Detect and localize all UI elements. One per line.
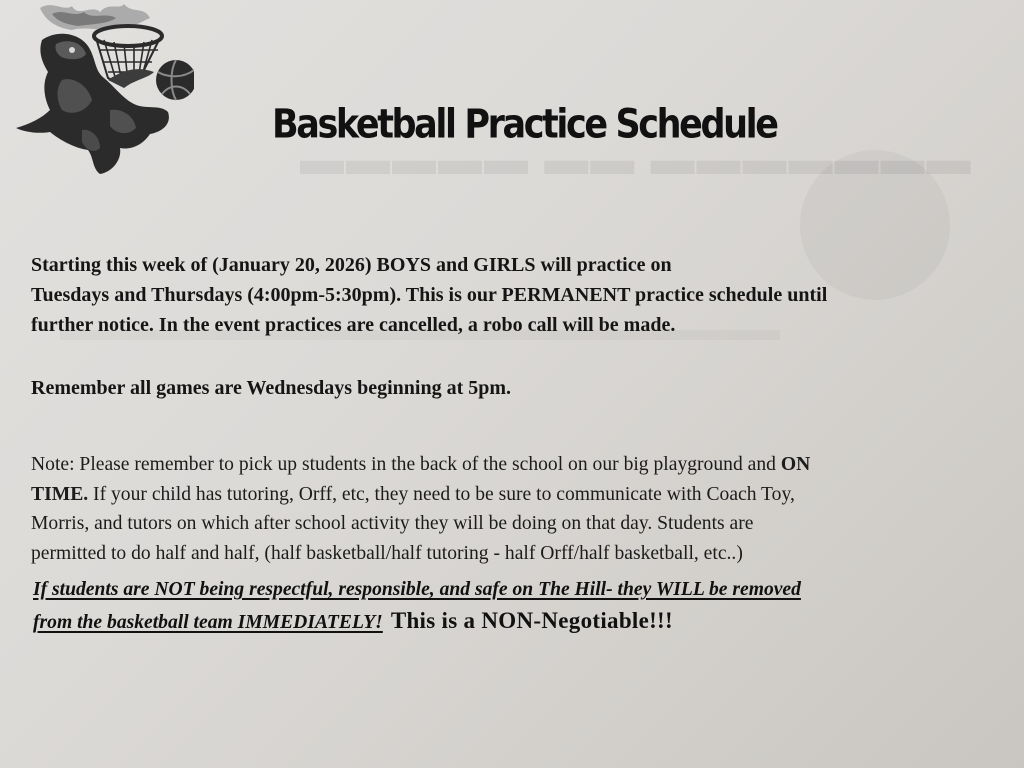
note-line-4: permitted to do half and half, (half basketball/half tutoring - half Orff/half basketball, etc..) bbox=[31, 542, 743, 564]
note-line-2-bold: TIME. bbox=[31, 483, 89, 505]
non-negotiable-emphasis: This is a NON-Negotiable!!! bbox=[390, 608, 673, 633]
warning-line-1 bbox=[33, 574, 801, 605]
note-line-1-bold: ON bbox=[780, 454, 811, 475]
games-reminder: Remember all games are Wednesdays beginning at 5pm. bbox=[31, 377, 512, 399]
note-line-3: Morris, and tutors on which after school activity they will be doing on that day. Students are bbox=[31, 513, 754, 534]
show-through-heading-ghost: ▬▬▬▬▬ ▬▬ ▬▬▬▬▬▬▬ bbox=[300, 135, 973, 184]
pickup-note bbox=[31, 450, 810, 568]
note-line-2 bbox=[31, 480, 810, 510]
behavior-warning bbox=[33, 574, 801, 638]
basketball-mascot-logo-icon bbox=[12, 0, 194, 178]
warning-line-2 bbox=[33, 605, 801, 638]
note-line-1-text: Note: Please remember to pick up students in the back of the school on our big playground and bbox=[31, 454, 781, 475]
schedule-line-3: further notice. In the event practices are cancelled, a robo call will be made. bbox=[31, 314, 676, 336]
warning-line-2-text: from the basketball team IMMEDIATELY! bbox=[33, 612, 383, 633]
page-title: Basketball Practice Schedule bbox=[272, 102, 777, 148]
schedule-line-1: Starting this week of (January 20, 2026) BOYS and GIRLS will practice on bbox=[31, 254, 672, 276]
schedule-paragraph bbox=[31, 250, 827, 340]
note-line-1 bbox=[31, 450, 810, 480]
warning-line-1-text: If students are NOT being respectful, responsible, and safe on The Hill- they WILL be removed bbox=[33, 579, 801, 600]
schedule-line-2: Tuesdays and Thursdays (4:00pm-5:30pm). This is our PERMANENT practice schedule until bbox=[31, 284, 828, 306]
note-line-2-text: If your child has tutoring, Orff, etc, they need to be sure to communicate with Coach Toy, bbox=[88, 483, 795, 505]
